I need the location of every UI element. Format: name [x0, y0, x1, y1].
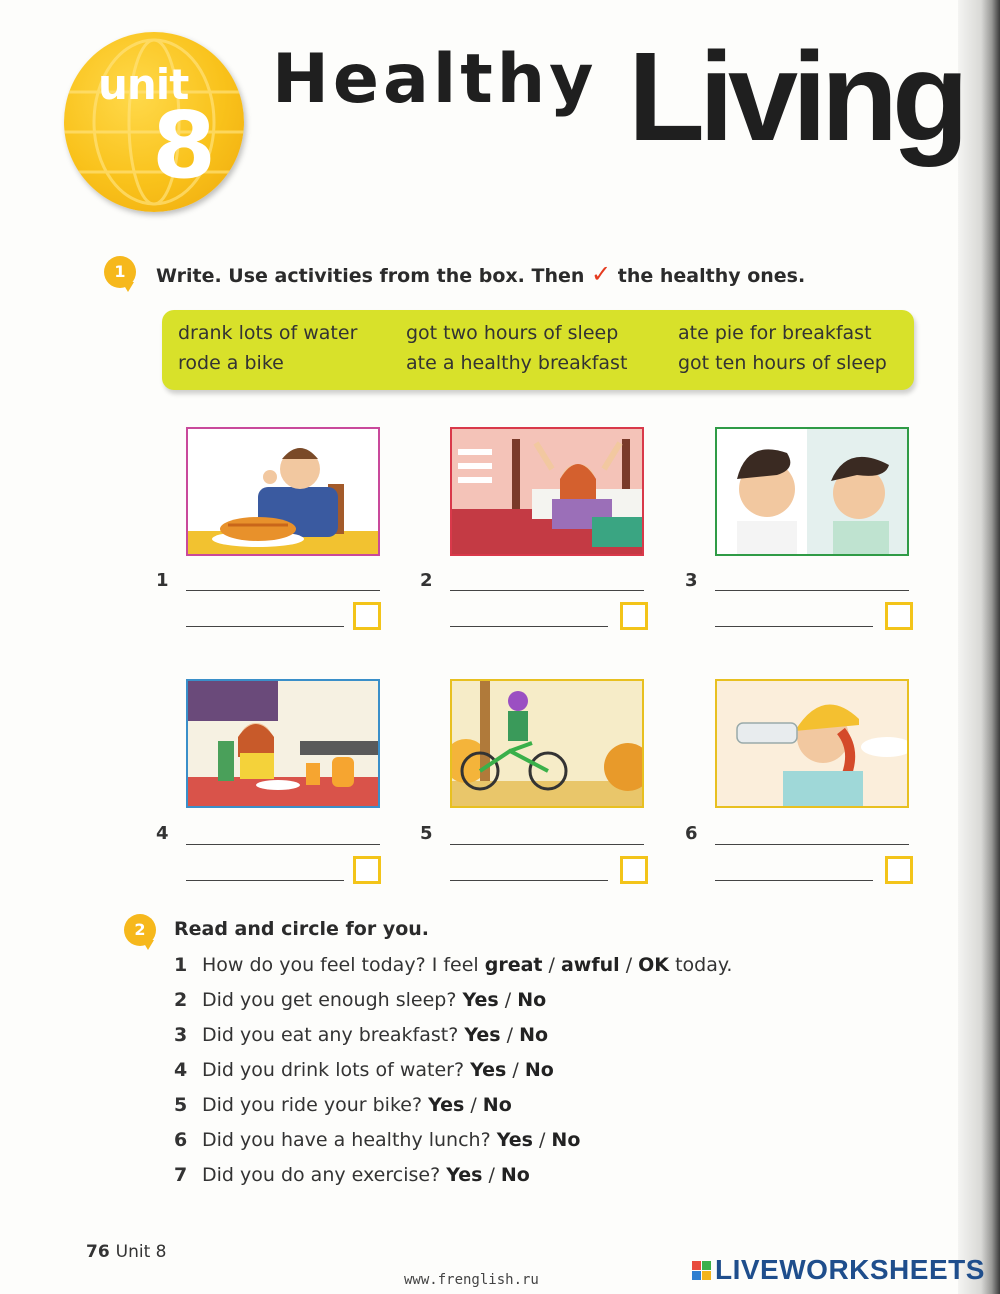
answer-line-6[interactable]: [715, 844, 909, 845]
option-separator: /: [542, 954, 561, 976]
answer-line-5b[interactable]: [450, 880, 608, 881]
question-number: 7: [174, 1164, 188, 1186]
girl-waking-up-illustration: [452, 429, 642, 554]
page-edge-shadow: [958, 0, 1000, 1294]
answer-option-great[interactable]: great: [484, 954, 543, 976]
question-number: 1: [174, 954, 188, 976]
question-row: [174, 1129, 580, 1151]
answer-option-yes[interactable]: Yes: [446, 1164, 483, 1186]
answer-line-4b[interactable]: [186, 880, 344, 881]
bike-rider-illustration: [452, 681, 642, 806]
picture-1-pie-man: [186, 427, 380, 556]
answer-option-no[interactable]: No: [551, 1129, 581, 1151]
answer-option-no[interactable]: No: [500, 1164, 530, 1186]
answer-line-4[interactable]: [186, 844, 380, 845]
tick-box-6[interactable]: [885, 856, 913, 884]
word-box-item: got ten hours of sleep: [678, 352, 887, 374]
answer-option-ok[interactable]: OK: [638, 954, 670, 976]
picture-4-breakfast-girl: [186, 679, 380, 808]
word-box-item: ate a healthy breakfast: [406, 352, 628, 374]
option-separator: /: [500, 1024, 520, 1046]
question-row: [174, 1094, 512, 1116]
item-6-label: 6: [685, 823, 698, 844]
instruction-text-before: Write. Use activities from the box. Then: [156, 265, 585, 287]
question-number: 4: [174, 1059, 188, 1081]
girl-healthy-breakfast-illustration: [188, 681, 378, 806]
badge-unit-number: 8: [152, 92, 217, 199]
tick-box-1[interactable]: [353, 602, 381, 630]
item-1-label: 1: [156, 570, 169, 591]
tick-box-3[interactable]: [885, 602, 913, 630]
word-box-item: ate pie for breakfast: [678, 322, 872, 344]
question-text-after: today.: [675, 954, 733, 976]
answer-option-yes[interactable]: Yes: [464, 1024, 501, 1046]
unit-badge: [64, 32, 244, 212]
answer-option-yes[interactable]: Yes: [462, 989, 499, 1011]
answer-option-yes[interactable]: Yes: [428, 1094, 465, 1116]
question-number: 2: [174, 989, 188, 1011]
item-2-label: 2: [420, 570, 433, 591]
answer-line-6b[interactable]: [715, 880, 873, 881]
exercise-1-instruction: [156, 260, 805, 288]
option-separator: /: [464, 1094, 483, 1116]
question-text: Did you get enough sleep?: [202, 989, 457, 1011]
picture-6-water-girl: [715, 679, 909, 808]
answer-option-yes[interactable]: Yes: [496, 1129, 533, 1151]
answer-line-2b[interactable]: [450, 626, 608, 627]
answer-line-1[interactable]: [186, 590, 380, 591]
question-text: Did you do any exercise?: [202, 1164, 441, 1186]
picture-2-waking-girl: [450, 427, 644, 556]
girl-drinking-water-illustration: [717, 681, 907, 806]
answer-option-no[interactable]: No: [519, 1024, 549, 1046]
question-row: [174, 1024, 548, 1046]
brand-name: LIVEWORKSHEETS: [715, 1254, 985, 1285]
exercise-1-number: 1: [104, 256, 136, 288]
picture-3-tired-boy: [715, 427, 909, 556]
question-number: 5: [174, 1094, 188, 1116]
option-separator: /: [532, 1129, 552, 1151]
liveworksheets-brand: [692, 1254, 985, 1286]
option-separator: /: [498, 989, 518, 1011]
instruction-text-after: the healthy ones.: [617, 265, 806, 287]
question-text: Did you ride your bike?: [202, 1094, 423, 1116]
answer-option-no[interactable]: No: [524, 1059, 554, 1081]
exercise-2-instruction: Read and circle for you.: [174, 918, 430, 940]
word-box-item: drank lots of water: [178, 322, 358, 344]
question-row: [174, 1164, 530, 1186]
answer-line-2[interactable]: [450, 590, 644, 591]
check-mark-icon: ✓: [591, 260, 612, 288]
answer-line-3b[interactable]: [715, 626, 873, 627]
question-text: Did you have a healthy lunch?: [202, 1129, 491, 1151]
man-eating-pie-illustration: [188, 429, 378, 554]
question-text: Did you eat any breakfast?: [202, 1024, 459, 1046]
tired-boy-mirror-illustration: [717, 429, 907, 554]
item-3-label: 3: [685, 570, 698, 591]
item-4-label: 4: [156, 823, 169, 844]
page-unit: Unit 8: [115, 1242, 167, 1262]
answer-line-5[interactable]: [450, 844, 644, 845]
answer-option-no[interactable]: No: [482, 1094, 512, 1116]
badge-unit-word: unit: [98, 60, 189, 109]
tick-box-4[interactable]: [353, 856, 381, 884]
question-number: 3: [174, 1024, 188, 1046]
question-row: [174, 954, 732, 976]
page-title-first: Healthy: [272, 40, 598, 119]
answer-line-3[interactable]: [715, 590, 909, 591]
question-number: 6: [174, 1129, 188, 1151]
tick-box-5[interactable]: [620, 856, 648, 884]
answer-option-no[interactable]: No: [517, 989, 547, 1011]
tick-box-2[interactable]: [620, 602, 648, 630]
page-title-second: Living: [628, 26, 963, 167]
answer-option-awful[interactable]: awful: [560, 954, 620, 976]
question-row: [174, 1059, 554, 1081]
source-url: www.frenglish.ru: [404, 1272, 539, 1288]
item-5-label: 5: [420, 823, 433, 844]
question-row: [174, 989, 546, 1011]
option-separator: /: [619, 954, 639, 976]
question-text: How do you feel today? I feel: [202, 954, 479, 976]
answer-line-1b[interactable]: [186, 626, 344, 627]
picture-5-bike-rider: [450, 679, 644, 808]
word-box-item: rode a bike: [178, 352, 284, 374]
option-separator: /: [506, 1059, 525, 1081]
word-box-item: got two hours of sleep: [406, 322, 619, 344]
page-footer: [86, 1242, 167, 1262]
page-number: 76: [86, 1242, 110, 1262]
option-separator: /: [482, 1164, 501, 1186]
liveworksheets-logo-icon: [692, 1261, 711, 1280]
question-text: Did you drink lots of water?: [202, 1059, 465, 1081]
answer-option-yes[interactable]: Yes: [470, 1059, 507, 1081]
word-box: [162, 310, 914, 390]
exercise-2-number: 2: [124, 914, 156, 946]
